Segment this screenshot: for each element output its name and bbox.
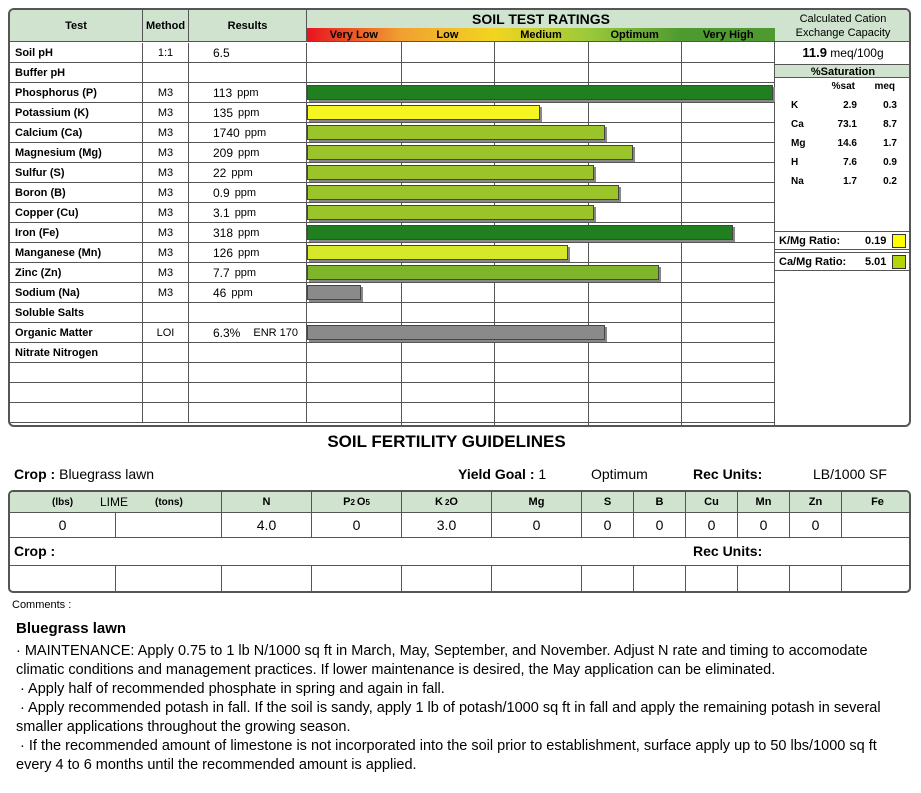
p-subscript-2: 2 [350, 497, 355, 507]
rating-bar-boron-b [307, 185, 619, 200]
lime-label: LIME [100, 495, 129, 509]
soil-test-ratings [307, 10, 775, 427]
rating-row-line [307, 362, 775, 363]
test-value: 318 [213, 226, 234, 240]
test-name: Sodium (Na) [10, 283, 143, 303]
saturation-row-k [775, 97, 911, 116]
test-row [10, 143, 307, 163]
ca-mg-ratio-swatch [892, 255, 906, 269]
rating-row-line [307, 202, 775, 203]
rec-units2-label: Rec Units: [693, 543, 763, 559]
test-value: 6.3% [213, 326, 241, 340]
cec-number: 11.9 [802, 45, 827, 60]
test-result [189, 403, 307, 423]
rating-bar-calcium-ca [307, 125, 605, 140]
lime-lbs-label: (lbs) [52, 496, 74, 508]
test-result [189, 343, 307, 363]
crop-line [14, 466, 154, 482]
test-value: 46 [213, 286, 227, 300]
saturation-meq: 0.9 [883, 157, 897, 168]
test-method [143, 403, 189, 423]
rec2-cell-n [222, 566, 312, 593]
test-result [189, 323, 307, 343]
test-value: 126 [213, 246, 234, 260]
cec-unit: meq/100g [830, 46, 884, 60]
rec2-cell-s [582, 566, 634, 593]
rec-value-mn: 0 [738, 513, 790, 538]
test-unit: ppm [234, 267, 257, 279]
rating-bar-organic-matter [307, 325, 605, 340]
test-result [189, 163, 307, 183]
saturation-meq: 1.7 [883, 138, 897, 149]
saturation-element: Na [791, 176, 804, 187]
rec2-cell-lime-tons [116, 566, 222, 593]
test-result [189, 243, 307, 263]
rating-row-line [307, 122, 775, 123]
fe-header: Fe [842, 492, 911, 513]
test-name: Zinc (Zn) [10, 263, 143, 283]
yield-goal [458, 466, 546, 482]
test-method: M3 [143, 83, 189, 103]
cec-header-line1: Calculated Cation [799, 13, 887, 25]
test-result [189, 103, 307, 123]
test-row [10, 103, 307, 123]
rec2-cell-fe [842, 566, 911, 593]
k-mg-ratio-label: K/Mg Ratio: [779, 235, 841, 247]
test-result [189, 223, 307, 243]
rec-value-p2o5: 0 [312, 513, 402, 538]
rec2-cell-p2o5 [312, 566, 402, 593]
test-method: M3 [143, 223, 189, 243]
test-row [10, 283, 307, 303]
lime-tons-label: (tons) [155, 496, 183, 508]
rating-row-line [307, 162, 775, 163]
rating-bar-copper-cu [307, 205, 594, 220]
comment-line: · If the recommended amount of limestone is not incorporated into the soil prior to establishment, surface apply up to 50 lbs/1000 sq ft every 4 to 6 months until the recommended amount is applied. [16, 738, 877, 773]
test-method [143, 363, 189, 383]
saturation-percent: 14.6 [837, 138, 857, 149]
rec-value-fe [842, 513, 911, 538]
test-method: M3 [143, 203, 189, 223]
comment-line: · MAINTENANCE: Apply 0.75 to 1 lb N/1000 sq ft in March, May, September, and November. Adjust N rate and timing to accomodate climatic conditions and management practices. If lower maintenance is desired, the May application can be eliminated. [16, 643, 868, 678]
test-unit: ppm [231, 167, 253, 179]
rating-row-line [307, 422, 775, 423]
saturation-element: Mg [791, 138, 806, 149]
test-method: M3 [143, 143, 189, 163]
zn-header: Zn [790, 492, 842, 513]
test-name: Sulfur (S) [10, 163, 143, 183]
comment-line: · Apply recommended potash in fall. If the soil is sandy, apply 1 lb of potash/1000 sq ft in fall and apply the remaining potash in several smaller applications throughout the growing season. [16, 700, 881, 735]
test-unit: ppm [231, 287, 253, 299]
mn-header: Mn [738, 492, 790, 513]
test-name: Organic Matter [10, 323, 143, 343]
rating-row-line [307, 262, 775, 263]
rating-row-line [307, 382, 775, 383]
rating-row-line [307, 342, 775, 343]
test-name: Iron (Fe) [10, 223, 143, 243]
test-row [10, 363, 307, 383]
test-name [10, 383, 143, 403]
test-method: M3 [143, 243, 189, 263]
p-oxygen: O [356, 496, 366, 508]
saturation-meq: 0.3 [883, 100, 897, 111]
rating-bar-sodium-na [307, 285, 361, 300]
rec-value-lime-tons [116, 513, 222, 538]
test-result [189, 383, 307, 403]
soil-test-table [10, 10, 307, 427]
rec-value-s: 0 [582, 513, 634, 538]
rating-row-line [307, 62, 775, 63]
test-column-header: Test [10, 10, 143, 42]
rating-row-line [307, 222, 775, 223]
saturation-element: K [791, 100, 799, 111]
test-unit: ppm [238, 147, 260, 159]
ca-mg-ratio [775, 252, 911, 271]
rec-value-k2o: 3.0 [402, 513, 492, 538]
rec2-cell-b [634, 566, 686, 593]
comments-notes [16, 642, 916, 775]
test-result [189, 203, 307, 223]
rec2-cell-lime-lbs [10, 566, 116, 593]
crop-value: Bluegrass lawn [59, 466, 155, 482]
rating-bar-sulfur-s [307, 165, 594, 180]
test-unit: ppm [238, 227, 260, 239]
rating-bar-zinc-zn [307, 265, 659, 280]
rating-bar-magnesium-mg [307, 145, 633, 160]
test-value: 209 [213, 146, 234, 160]
k-mg-ratio-value: 0.19 [865, 235, 887, 247]
test-row [10, 63, 307, 83]
ca-mg-ratio-value: 5.01 [865, 256, 887, 268]
rating-row-line [307, 282, 775, 283]
test-method [143, 303, 189, 323]
test-row [10, 263, 307, 283]
test-value: 113 [213, 86, 233, 100]
test-result [189, 63, 307, 83]
rating-row-line [307, 182, 775, 183]
test-result [189, 363, 307, 383]
crop2-label: Crop : [14, 543, 56, 559]
cu-header: Cu [686, 492, 738, 513]
test-method: M3 [143, 123, 189, 143]
test-value: 6.5 [213, 46, 230, 60]
yield-goal-value: 1 [538, 466, 547, 482]
meq-col-header: meq [874, 81, 895, 92]
rec2-cell-mg [492, 566, 582, 593]
test-row [10, 163, 307, 183]
test-row [10, 323, 307, 343]
test-method: M3 [143, 103, 189, 123]
test-name: Copper (Cu) [10, 203, 143, 223]
rec2-cell-cu [686, 566, 738, 593]
s-header: S [582, 492, 634, 513]
saturation-row-mg [775, 135, 911, 154]
k-subscript-2: 2 [444, 497, 450, 507]
saturation-element: H [791, 157, 799, 168]
saturation-element: Ca [791, 119, 804, 130]
test-row [10, 43, 307, 63]
test-unit: ppm [238, 247, 260, 259]
method-column-header: Method [143, 10, 189, 42]
yield-goal-label: Yield Goal : [458, 466, 535, 482]
test-result [189, 183, 307, 203]
test-result [189, 43, 307, 63]
k2o-header [402, 492, 492, 513]
mg-header: Mg [492, 492, 582, 513]
rec-value-lime-lbs: 0 [10, 513, 116, 538]
ca-mg-ratio-label: Ca/Mg Ratio: [779, 256, 847, 268]
test-unit: ppm [234, 207, 257, 219]
crop-label: Crop : [14, 466, 56, 482]
rec2-cell-mn [738, 566, 790, 593]
p2o5-header [312, 492, 402, 513]
test-result [189, 303, 307, 323]
saturation-title: %Saturation [775, 64, 911, 78]
test-name: Soil pH [10, 43, 143, 63]
test-name: Magnesium (Mg) [10, 143, 143, 163]
comments-crop-heading: Bluegrass lawn [16, 620, 127, 637]
saturation-row-h [775, 154, 911, 173]
comments-label: Comments : [12, 599, 72, 611]
rating-row-line [307, 82, 775, 83]
test-method: M3 [143, 283, 189, 303]
k-mg-ratio [775, 231, 911, 250]
k-mg-ratio-swatch [892, 234, 906, 248]
test-row [10, 203, 307, 223]
rating-row-line [307, 142, 775, 143]
cec-header-line2: Exchange Capacity [795, 27, 891, 39]
test-name: Buffer pH [10, 63, 143, 83]
test-method: 1:1 [143, 43, 189, 63]
test-row [10, 183, 307, 203]
rating-bar-manganese-mn [307, 245, 568, 260]
test-value: 22 [213, 166, 227, 180]
p-symbol: P [343, 496, 351, 508]
rec2-cell-zn [790, 566, 842, 593]
rec-units-value: LB/1000 SF [813, 466, 887, 482]
test-method [143, 383, 189, 403]
test-result [189, 263, 307, 283]
p-subscript-5: 5 [365, 497, 370, 507]
rating-row-line [307, 102, 775, 103]
test-unit: ppm [237, 87, 259, 99]
yield-goal-text: Optimum [591, 466, 648, 482]
test-result [189, 83, 307, 103]
test-row [10, 303, 307, 323]
cation-exchange-panel [775, 10, 911, 427]
test-unit: ppm [238, 107, 260, 119]
fertility-guidelines-title: SOIL FERTILITY GUIDELINES [327, 432, 566, 451]
test-name: Potassium (K) [10, 103, 143, 123]
test-row [10, 403, 307, 423]
test-method: M3 [143, 183, 189, 203]
test-row [10, 123, 307, 143]
test-row [10, 243, 307, 263]
rating-row-line [307, 302, 775, 303]
saturation-percent: 1.7 [843, 176, 857, 187]
test-method: M3 [143, 263, 189, 283]
saturation-rows [775, 97, 911, 192]
test-name: Nitrate Nitrogen [10, 343, 143, 363]
lime-header [10, 492, 222, 513]
saturation-percent: 73.1 [837, 119, 857, 130]
test-name: Calcium (Ca) [10, 123, 143, 143]
ratings-title: SOIL TEST RATINGS [307, 10, 775, 28]
test-value: 135 [213, 106, 234, 120]
test-row [10, 383, 307, 403]
second-crop-band [10, 538, 911, 566]
saturation-percent: 2.9 [843, 100, 857, 111]
test-method [143, 63, 189, 83]
rating-row-line [307, 242, 775, 243]
test-result [189, 283, 307, 303]
recommendation-table [8, 490, 911, 593]
comment-line: · Apply half of recommended phosphate in spring and again in fall. [20, 681, 445, 697]
test-name [10, 363, 143, 383]
rating-band-very-high: Very High [681, 28, 775, 42]
test-extra: ENR 170 [253, 327, 298, 339]
soil-test-frame [8, 8, 911, 427]
test-result [189, 123, 307, 143]
n-header: N [222, 492, 312, 513]
cec-header [775, 10, 911, 42]
saturation-header-row [775, 78, 911, 97]
test-name: Soluble Salts [10, 303, 143, 323]
b-header: B [634, 492, 686, 513]
rec-value-mg: 0 [492, 513, 582, 538]
saturation-meq: 0.2 [883, 176, 897, 187]
saturation-row-na [775, 173, 911, 192]
rating-row-line [307, 402, 775, 403]
test-method: LOI [143, 323, 189, 343]
k-oxygen: O [449, 496, 458, 508]
test-name: Manganese (Mn) [10, 243, 143, 263]
rating-band-very-low: Very Low [307, 28, 401, 42]
test-value: 1740 [213, 126, 240, 140]
test-row [10, 223, 307, 243]
test-value: 3.1 [213, 206, 230, 220]
test-unit: ppm [244, 127, 267, 139]
saturation-percent: 7.6 [843, 157, 857, 168]
test-row [10, 343, 307, 363]
sat-col-header: %sat [831, 81, 855, 92]
test-unit: ppm [234, 187, 257, 199]
test-row [10, 83, 307, 103]
rec-value-zn: 0 [790, 513, 842, 538]
saturation-row-ca [775, 116, 911, 135]
test-name: Phosphorus (P) [10, 83, 143, 103]
cec-value [775, 42, 911, 64]
rating-bar-phosphorus-p [307, 85, 773, 100]
test-method: M3 [143, 163, 189, 183]
test-method [143, 343, 189, 363]
k-symbol: K [435, 496, 443, 508]
rating-bar-potassium-k [307, 105, 540, 120]
test-result [189, 143, 307, 163]
rating-row-line [307, 322, 775, 323]
test-value: 0.9 [213, 186, 230, 200]
rec2-cell-k2o [402, 566, 492, 593]
rec-value-b: 0 [634, 513, 686, 538]
rating-bar-iron-fe [307, 225, 733, 240]
test-value: 7.7 [213, 266, 230, 280]
rec-value-n: 4.0 [222, 513, 312, 538]
rating-band-low: Low [401, 28, 495, 42]
test-name: Boron (B) [10, 183, 143, 203]
test-name [10, 403, 143, 423]
rec-units-label: Rec Units: [693, 466, 763, 482]
rating-band-medium: Medium [494, 28, 588, 42]
results-column-header: Results [189, 10, 307, 42]
rating-band-optimum: Optimum [588, 28, 682, 42]
rec-value-cu: 0 [686, 513, 738, 538]
saturation-meq: 8.7 [883, 119, 897, 130]
